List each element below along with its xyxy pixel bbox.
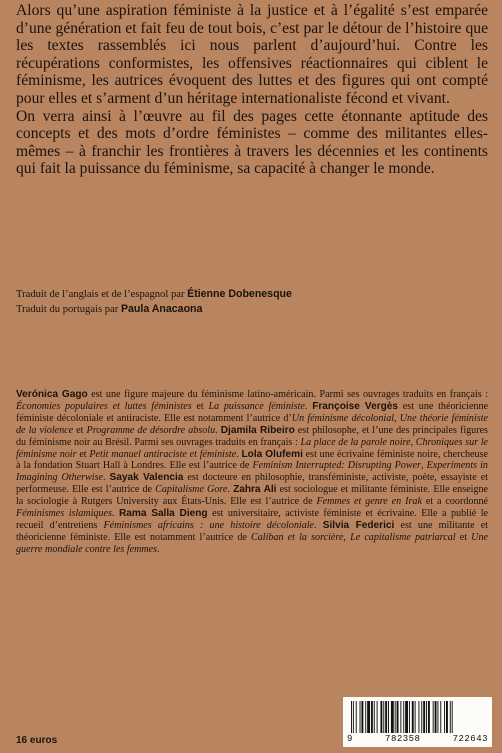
author-name: Verónica Gago [16,389,88,400]
bio-text: . [227,484,234,496]
author-name: Zahra Ali [233,484,277,496]
book-title: Une guerre mondiale contre les femmes [16,531,488,555]
book-title: Caliban et la sorcière [251,531,344,543]
translator-name: Paula Anacaona [120,303,203,315]
barcode-bar [418,701,419,733]
barcode-bar [351,701,352,733]
bio-text: . [111,508,119,520]
bio-text: et [455,531,472,543]
barcode-bar [377,701,378,733]
barcode-bar [388,701,389,733]
barcode-bar [446,701,448,733]
barcode-digit-group-2: 722643 [452,734,488,744]
bio-text: . [215,424,221,436]
barcode-digit-lead: 9 [347,734,353,744]
author-name: Rama Salla Dieng [118,508,208,520]
bio-text: et [73,424,87,436]
author-name: Djamila Ribeiro [220,424,295,436]
barcode-bar [412,701,414,733]
translator-label: Traduit de l’anglais et de l’espagnol par [16,289,188,300]
barcode-bar [428,701,430,733]
barcode-bar [380,701,382,733]
book-title: Une théorie féministe de la violence [16,412,488,436]
book-title: Chroniques sur le féminisme noir [16,436,489,460]
barcode-bar [361,701,363,733]
barcode-digits [347,734,488,744]
book-title: Feminism Interrupted: Disrupting Power [252,460,421,472]
isbn-barcode [343,697,492,747]
barcode-digit-group-1: 782358 [385,734,421,744]
book-title: Capitalisme Gore [155,484,228,496]
bio-text: est une écrivaine féministe noire, chercheuse à la fondation Stuart Hall à Londres. Elle est l’autrice de [16,448,488,472]
book-title: Féminismes africains : une histoire décoloniale [103,519,315,531]
author-name: Silvia Federici [322,519,395,531]
barcode-bar [426,701,427,733]
barcode-bar [397,701,399,733]
bio-text: , [343,531,351,543]
bio-text: . [314,519,323,531]
barcode-bar [409,701,410,733]
barcode-bar [383,701,384,733]
barcode-bar [403,701,404,733]
bio-text: est une militante et théoricienne féministe. Elle est notamment l’autrice de [16,519,489,543]
bio-text: est une théoricienne féministe décoloniale et antiraciste. Elle est notamment l’autrice d’ [16,400,488,424]
bio-text: est docteure en philosophie, transféministe, activiste, poète, essayiste et performeuse. Elle est l’autrice de [16,472,488,496]
bio-text: , [420,460,427,472]
barcode-bar [374,701,375,733]
translator-name: Étienne Dobenesque [187,288,292,300]
author-name: Sayak Valencia [109,472,184,484]
author-name: Lola Olufemi [241,448,303,460]
book-title: Un féminisme décolonial [291,412,395,424]
barcode-bar [444,701,445,733]
authors-bios [16,389,488,556]
authors-bios-text [16,389,488,556]
barcode-bar [391,701,394,733]
translator-label: Traduit du portugais par [16,304,121,315]
bio-text: . [304,400,313,412]
barcode-bar [353,701,354,733]
author-name: Françoise Vergès [312,400,399,412]
bio-text: est universitaire, activiste féministe et écrivaine. Elle a publié le recueil d’entretiens [16,508,489,531]
bio-text: , [394,412,400,424]
book-title: La place de la parole noire [300,436,411,448]
barcode-bar [365,701,366,733]
price-label: 16 euros [16,735,58,746]
barcode-bar [400,701,401,733]
barcode-bar [385,701,387,733]
book-title: Programme de désordre absolu [86,424,216,436]
book-title: Économies populaires et luttes féministes [16,400,192,412]
bio-text: et [191,400,209,412]
barcode-bar [421,701,422,733]
blurb-paragraph-1: Alors qu’une aspiration féministe à la justice et à l’égalité s’est emparée d’une génération et fait feu de tout bois, c’est par le détour de l’histoire que les textes rassemblés ici nous parlent d’aujourd’hui. Contre les récupérations conformistes, les offensives réactionnaires qui ciblent le féminisme, les autrices évoquent des luttes et des figures qui ont compté pour elles et s’arment d’un héritage internationaliste fécond et vivant. [16,2,488,107]
bio-text: . [103,472,110,484]
barcode-bar [405,701,408,733]
blurb-paragraph-2: On verra ainsi à l’œuvre au fil des pages cette étonnante aptitude des concepts et des mots d’ordre féministes – comme des militantes elles-mêmes – à franchir les frontières à travers les décennies et les continents qui fait la puissance du féminisme, sa capacité à changer le monde. [16,107,488,178]
book-title: Experiments in Imagining Otherwise [16,460,488,484]
bio-text: est une figure majeure du féminisme latino-américain. Parmi ses ouvrages traduits en français : [87,389,488,400]
barcode-bar [395,701,396,733]
book-title: Féminismes islamiques [16,508,112,520]
barcode-bar [450,701,451,733]
blurb [16,2,488,178]
book-title: Le capitalisme patriarcal [350,531,456,543]
barcode-bars [349,701,486,733]
bio-text: est sociologue et militante féministe. Elle enseigne la sociologie à Rutgers University aux États-Unis. Elle est l’autrice de [16,484,488,508]
barcode-bar [360,701,361,733]
barcode-bar [437,701,438,733]
barcode-bar [435,701,437,733]
barcode-bar [423,701,425,733]
barcode-bar [356,701,357,733]
book-title: Petit manuel antiraciste et féministe [89,448,237,460]
book-title: La puissance féministe [208,400,305,412]
bio-text: est philosophe, et l’une des principales figures du féminisme noir au Brésil. Parmi ses ouvrages traduits en français : [16,424,488,448]
translation-credits [16,287,488,317]
barcode-bar [433,701,434,733]
bio-text: et [76,448,90,460]
translator-line-2 [16,302,488,317]
barcode-bar [452,701,453,733]
barcode-bar [440,701,441,733]
bio-text: et a coordonné [421,496,488,508]
book-title: Femmes et genre en Irak [316,496,422,508]
barcode-bar [415,701,416,733]
barcode-bar [371,701,373,733]
barcode-bar [367,701,370,733]
bio-text: , [410,436,416,448]
translator-line-1 [16,287,488,302]
bio-text: . [236,448,242,460]
bio-text: . [157,543,160,555]
